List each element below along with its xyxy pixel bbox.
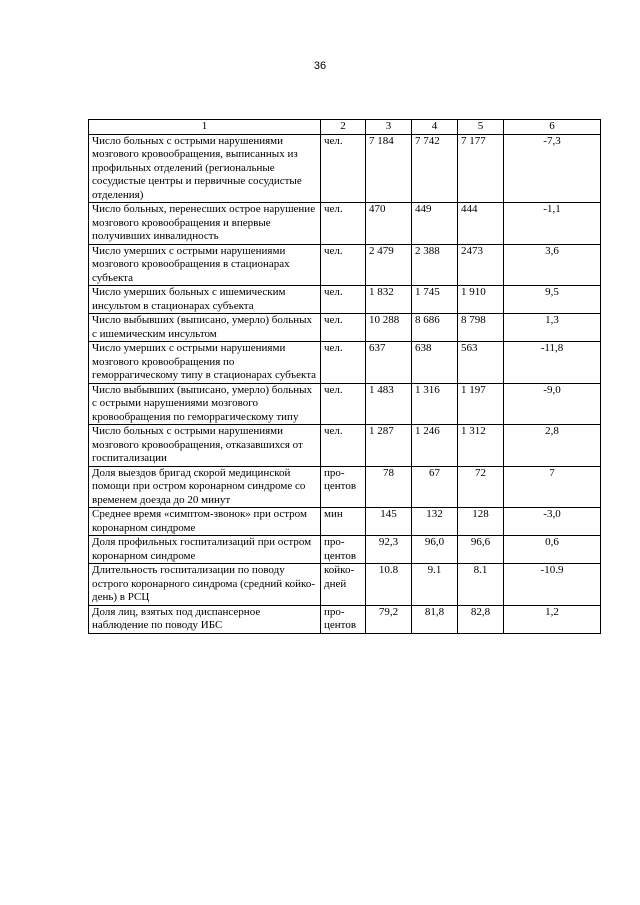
value-col-3-cell: 145 (366, 508, 412, 536)
unit-cell: про-центов (321, 605, 366, 633)
header-col-5: 5 (458, 120, 504, 135)
value-col-3-cell: 1 287 (366, 425, 412, 467)
value-col-6-cell: -9,0 (504, 383, 601, 425)
indicator-name-cell: Число умерших с острыми нарушениями мозгового кровообращения по геморрагическому типу в стационарах субъекта (89, 342, 321, 384)
unit-cell: про-центов (321, 466, 366, 508)
value-col-3-cell: 79,2 (366, 605, 412, 633)
indicator-name-cell: Длительность госпитализации по поводу острого коронарного синдрома (средний койко-день) в РСЦ (89, 564, 321, 606)
value-col-4-cell: 1 316 (412, 383, 458, 425)
header-col-6: 6 (504, 120, 601, 135)
unit-cell: чел. (321, 314, 366, 342)
value-col-3-cell: 10.8 (366, 564, 412, 606)
indicator-name-cell: Число больных с острыми нарушениями мозгового кровообращения, выписанных из профильных отделений (региональные сосудистые центры и первичные сосудистые отделения) (89, 134, 321, 203)
indicator-name-cell: Число больных, перенесших острое нарушение мозгового кровообращения и впервые получивших инвалидность (89, 203, 321, 245)
header-col-3: 3 (366, 120, 412, 135)
unit-cell: чел. (321, 244, 366, 286)
indicator-name-cell: Доля лиц, взятых под диспансерное наблюдение по поводу ИБС (89, 605, 321, 633)
value-col-5-cell: 8.1 (458, 564, 504, 606)
value-col-4-cell: 449 (412, 203, 458, 245)
unit-cell: чел. (321, 134, 366, 203)
indicator-name-cell: Число больных с острыми нарушениями мозгового кровообращения, отказавшихся от госпитализации (89, 425, 321, 467)
unit-cell: чел. (321, 286, 366, 314)
table-row (89, 508, 601, 536)
table-row (89, 536, 601, 564)
table-row (89, 244, 601, 286)
header-col-2: 2 (321, 120, 366, 135)
unit-cell: мин (321, 508, 366, 536)
value-col-3-cell: 10 288 (366, 314, 412, 342)
value-col-4-cell: 2 388 (412, 244, 458, 286)
value-col-5-cell: 1 312 (458, 425, 504, 467)
indicator-name-cell: Число выбывших (выписано, умерло) больных с ишемическим инсультом (89, 314, 321, 342)
value-col-6-cell: -1,1 (504, 203, 601, 245)
table-row (89, 314, 601, 342)
value-col-4-cell: 132 (412, 508, 458, 536)
table-row (89, 425, 601, 467)
value-col-5-cell: 2473 (458, 244, 504, 286)
value-col-4-cell: 67 (412, 466, 458, 508)
value-col-3-cell: 92,3 (366, 536, 412, 564)
value-col-6-cell: 3,6 (504, 244, 601, 286)
value-col-5-cell: 8 798 (458, 314, 504, 342)
value-col-5-cell: 72 (458, 466, 504, 508)
indicator-name-cell: Число умерших больных с ишемическим инсультом в стационарах субъекта (89, 286, 321, 314)
table-header-row (89, 120, 601, 135)
indicator-name-cell: Доля выездов бригад скорой медицинской помощи при остром коронарном синдроме со временем доезда до 20 минут (89, 466, 321, 508)
table-row (89, 466, 601, 508)
value-col-4-cell: 1 246 (412, 425, 458, 467)
value-col-3-cell: 637 (366, 342, 412, 384)
table-row (89, 342, 601, 384)
value-col-6-cell: -11,8 (504, 342, 601, 384)
table-row (89, 605, 601, 633)
value-col-3-cell: 2 479 (366, 244, 412, 286)
page-number: 36 (313, 60, 327, 72)
unit-cell: чел. (321, 425, 366, 467)
unit-cell: чел. (321, 383, 366, 425)
value-col-5-cell: 7 177 (458, 134, 504, 203)
value-col-6-cell: 1,3 (504, 314, 601, 342)
value-col-4-cell: 1 745 (412, 286, 458, 314)
table-row (89, 564, 601, 606)
unit-cell: чел. (321, 203, 366, 245)
value-col-6-cell: 2,8 (504, 425, 601, 467)
value-col-6-cell: 1,2 (504, 605, 601, 633)
value-col-3-cell: 7 184 (366, 134, 412, 203)
indicator-name-cell: Среднее время «симптом-звонок» при остром коронарном синдроме (89, 508, 321, 536)
value-col-5-cell: 1 197 (458, 383, 504, 425)
header-col-1: 1 (89, 120, 321, 135)
value-col-6-cell: -3,0 (504, 508, 601, 536)
value-col-3-cell: 1 832 (366, 286, 412, 314)
value-col-5-cell: 82,8 (458, 605, 504, 633)
value-col-6-cell: -7,3 (504, 134, 601, 203)
value-col-4-cell: 7 742 (412, 134, 458, 203)
value-col-5-cell: 96,6 (458, 536, 504, 564)
value-col-3-cell: 470 (366, 203, 412, 245)
value-col-3-cell: 78 (366, 466, 412, 508)
value-col-5-cell: 128 (458, 508, 504, 536)
indicator-name-cell: Число умерших с острыми нарушениями мозгового кровообращения в стационарах субъекта (89, 244, 321, 286)
value-col-5-cell: 1 910 (458, 286, 504, 314)
value-col-4-cell: 638 (412, 342, 458, 384)
value-col-3-cell: 1 483 (366, 383, 412, 425)
value-col-6-cell: 9,5 (504, 286, 601, 314)
value-col-4-cell: 96,0 (412, 536, 458, 564)
statistics-table (88, 119, 601, 634)
table-row (89, 286, 601, 314)
header-col-4: 4 (412, 120, 458, 135)
value-col-6-cell: -10.9 (504, 564, 601, 606)
value-col-5-cell: 563 (458, 342, 504, 384)
indicator-name-cell: Доля профильных госпитализаций при остром коронарном синдроме (89, 536, 321, 564)
indicator-name-cell: Число выбывших (выписано, умерло) больных с острыми нарушениями мозгового кровообращения по геморрагическому типу (89, 383, 321, 425)
unit-cell: чел. (321, 342, 366, 384)
table-row (89, 134, 601, 203)
value-col-4-cell: 81,8 (412, 605, 458, 633)
table-row (89, 383, 601, 425)
value-col-6-cell: 7 (504, 466, 601, 508)
unit-cell: койко-дней (321, 564, 366, 606)
value-col-5-cell: 444 (458, 203, 504, 245)
value-col-4-cell: 9.1 (412, 564, 458, 606)
value-col-6-cell: 0,6 (504, 536, 601, 564)
table-row (89, 203, 601, 245)
value-col-4-cell: 8 686 (412, 314, 458, 342)
unit-cell: про-центов (321, 536, 366, 564)
